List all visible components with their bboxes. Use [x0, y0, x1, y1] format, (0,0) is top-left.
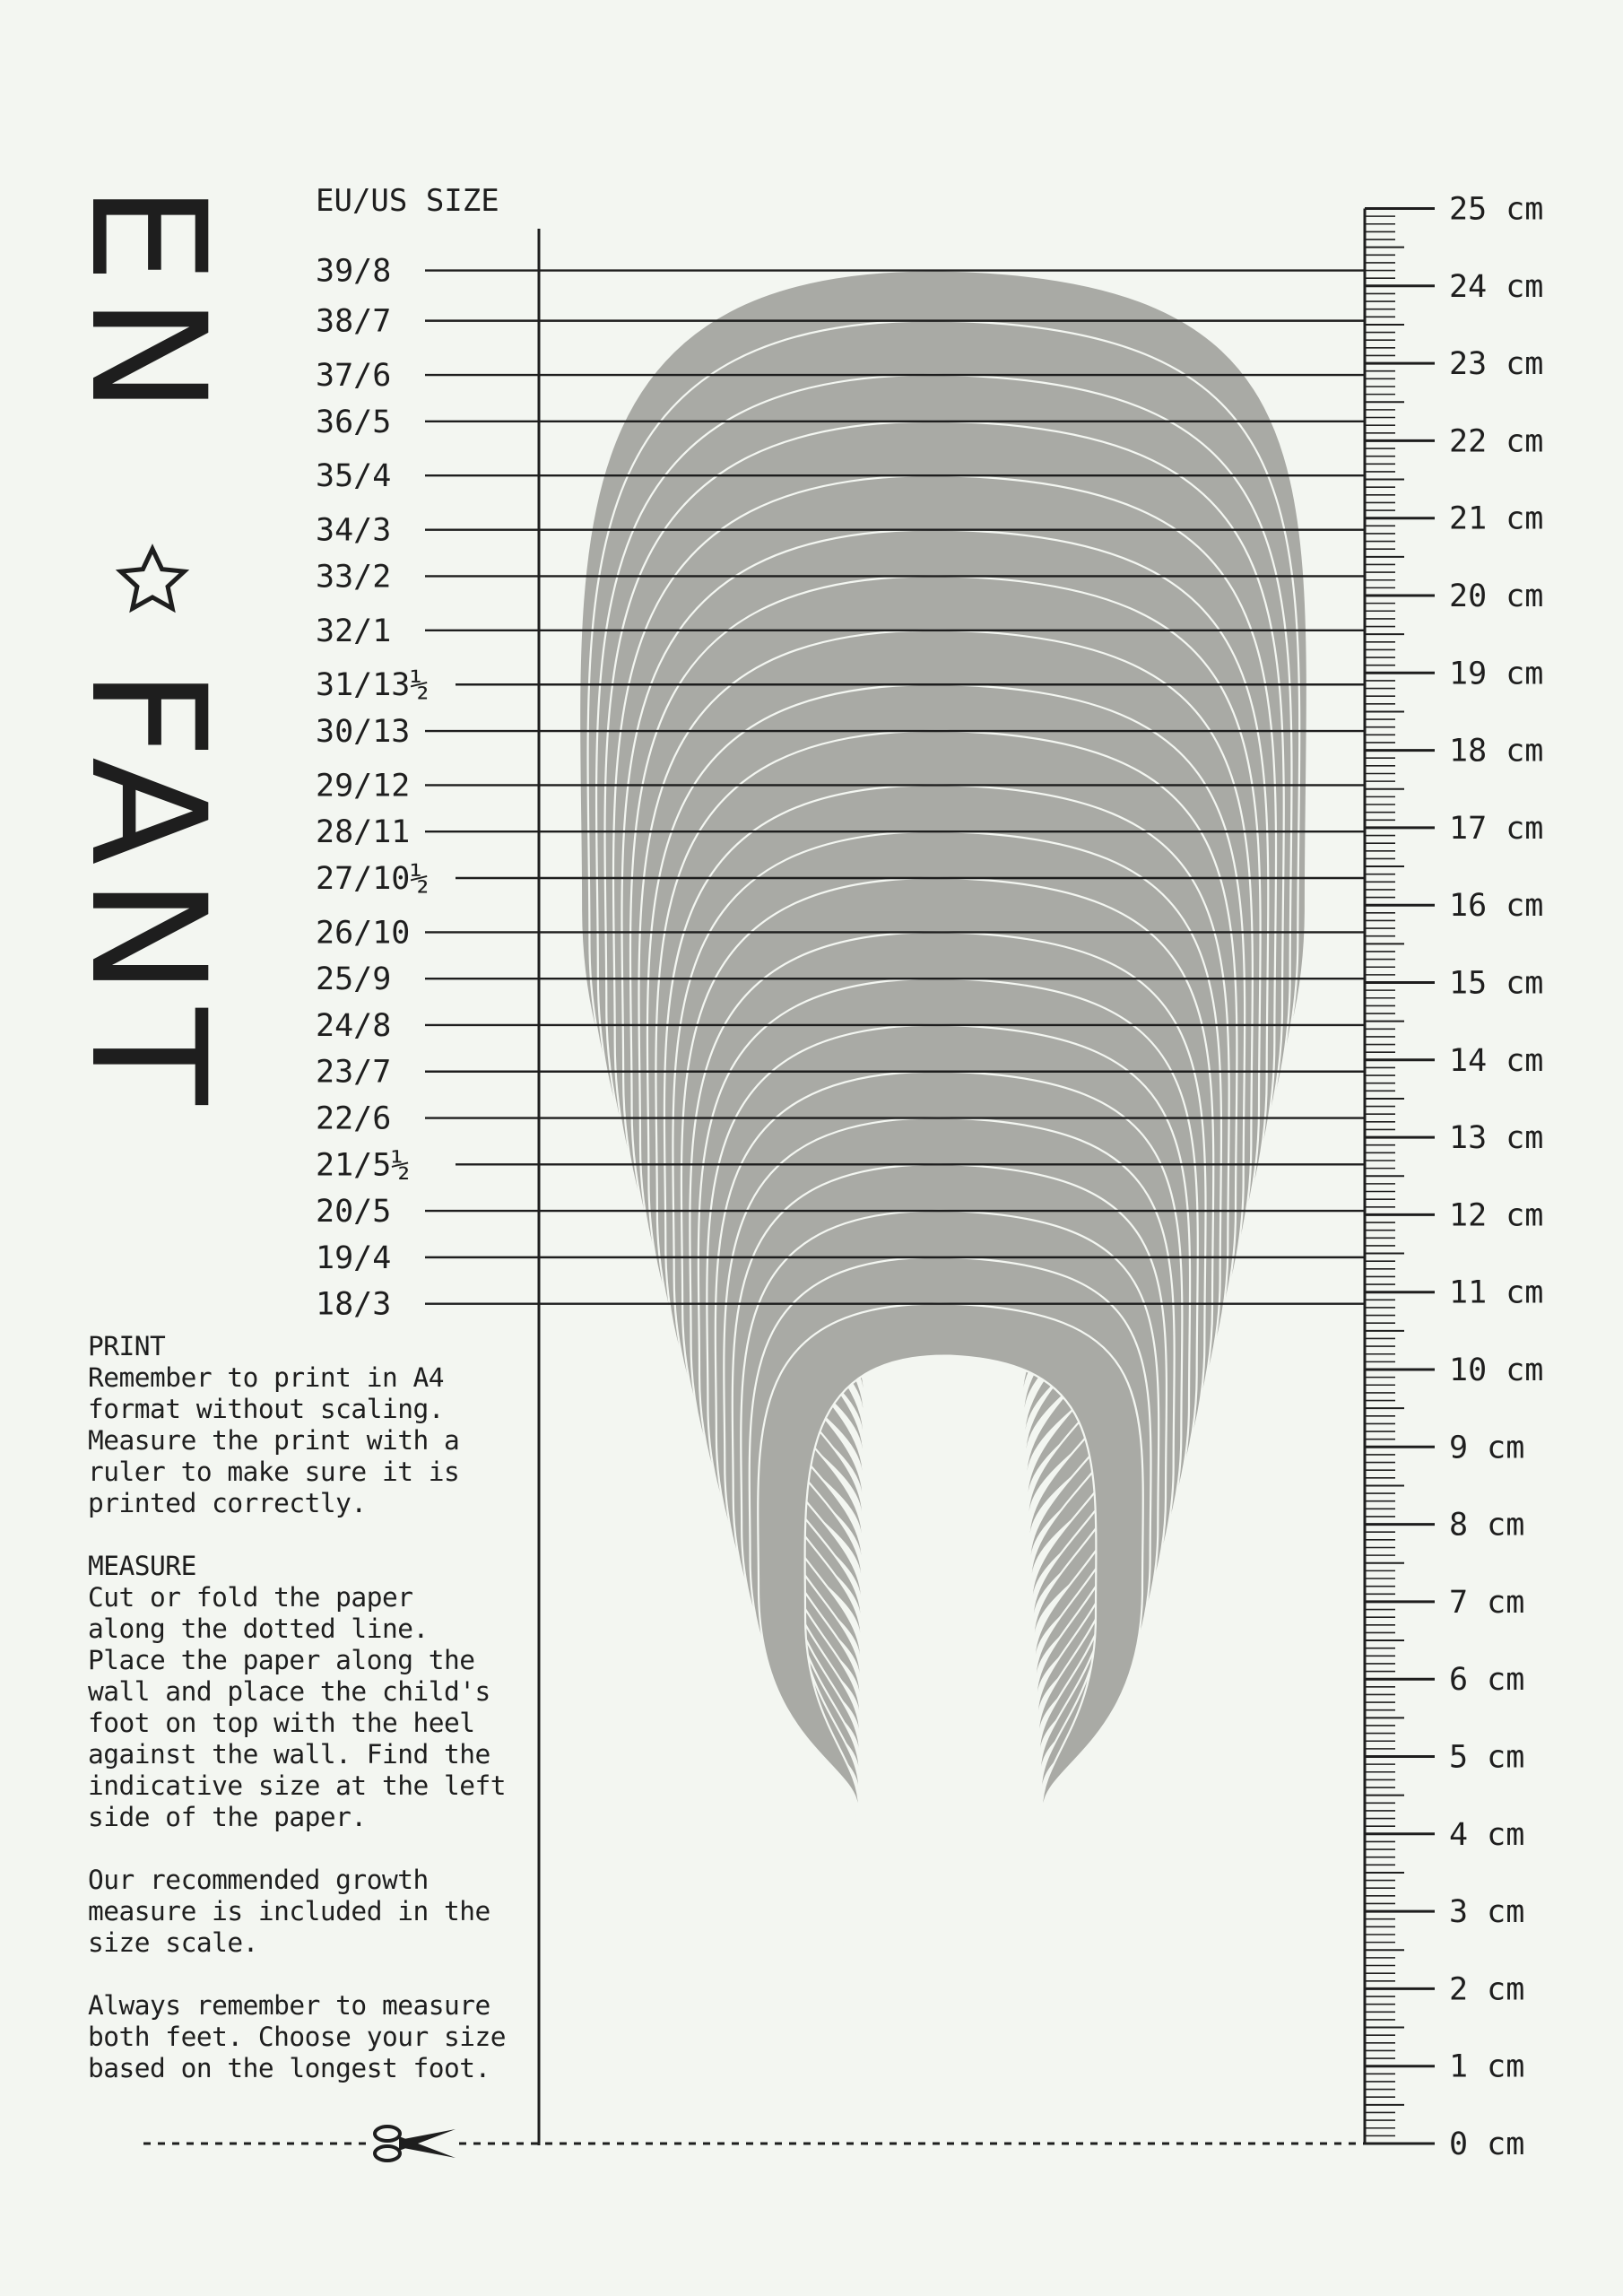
- star-outline-icon: [121, 549, 185, 608]
- ruler-label: 6 cm: [1449, 1662, 1525, 1699]
- ruler-label: 11 cm: [1449, 1274, 1544, 1311]
- ruler-label: 1 cm: [1449, 2048, 1525, 2085]
- ruler-label: 16 cm: [1449, 888, 1544, 925]
- measure-text: Cut or fold the paper along the dotted line. Place the paper along the wall and place the child's foot on top with the heel against the wall. Find the indicative size at the left side of the paper.: [88, 1582, 507, 1832]
- ruler-label: 17 cm: [1449, 810, 1544, 847]
- size-label: 20/5: [316, 1194, 392, 1231]
- print-text: Remember to print in A4 format without scaling. Measure the print with a ruler to make sure it is printed correctly.: [88, 1362, 460, 1518]
- ruler-label: 7 cm: [1449, 1584, 1525, 1621]
- measure-heading: MEASURE: [88, 1551, 196, 1581]
- size-label: 29/12: [316, 768, 411, 804]
- ruler-label: 19 cm: [1449, 656, 1544, 692]
- size-label: 37/6: [316, 358, 392, 395]
- ruler-label: 3 cm: [1449, 1894, 1525, 1931]
- size-label: 36/5: [316, 404, 392, 440]
- ruler-label: 9 cm: [1449, 1430, 1525, 1466]
- ruler-label: 5 cm: [1449, 1739, 1525, 1776]
- brand-logo: [56, 184, 239, 1118]
- ruler-label: 10 cm: [1449, 1352, 1544, 1388]
- brand-text-en: EN: [56, 184, 239, 427]
- size-label: 26/10: [316, 915, 411, 952]
- feet-text: Always remember to measure both feet. Choose your size based on the longest foot.: [88, 1990, 507, 2083]
- scissors-icon[interactable]: [369, 2124, 459, 2163]
- size-label: 27/10½: [316, 860, 430, 897]
- size-label: 28/11: [316, 814, 411, 851]
- size-label: 32/1: [316, 613, 392, 649]
- ruler-label: 2 cm: [1449, 1971, 1525, 2008]
- ruler-label: 4 cm: [1449, 1816, 1525, 1853]
- ruler-label: 18 cm: [1449, 733, 1544, 770]
- size-label: 19/4: [316, 1239, 392, 1276]
- ruler-label: 13 cm: [1449, 1120, 1544, 1157]
- size-label: 25/9: [316, 961, 392, 998]
- print-heading: PRINT: [88, 1331, 166, 1361]
- size-label: 22/6: [316, 1100, 392, 1137]
- ruler-label: 14 cm: [1449, 1042, 1544, 1079]
- size-label: 34/3: [316, 512, 392, 549]
- ruler-label: 24 cm: [1449, 268, 1544, 305]
- size-label: 18/3: [316, 1286, 392, 1323]
- ruler-label: 20 cm: [1449, 578, 1544, 614]
- foot-outline: [758, 1303, 1143, 2145]
- size-label: 33/2: [316, 559, 392, 596]
- size-label: 35/4: [316, 458, 392, 495]
- ruler-label: 25 cm: [1449, 191, 1544, 228]
- foot-outlines: [579, 270, 1307, 2145]
- brand-text-fant: FANT: [56, 668, 239, 1118]
- size-label: 38/7: [316, 303, 392, 340]
- ruler-label: 21 cm: [1449, 500, 1544, 537]
- growth-text: Our recommended growth measure is included in the size scale.: [88, 1865, 490, 1958]
- size-label: 24/8: [316, 1007, 392, 1044]
- ruler-label: 22 cm: [1449, 423, 1544, 460]
- size-label: 31/13½: [316, 667, 430, 704]
- size-label: 39/8: [316, 253, 392, 290]
- size-label: 30/13: [316, 714, 411, 751]
- instructions-block: [88, 1331, 554, 2084]
- size-label: 23/7: [316, 1054, 392, 1091]
- ruler-label: 0 cm: [1449, 2126, 1525, 2162]
- size-column-header: EU/US SIZE: [316, 183, 499, 219]
- cm-ruler: [1365, 192, 1543, 2163]
- ruler-label: 8 cm: [1449, 1507, 1525, 1544]
- size-label: 21/5½: [316, 1147, 411, 1184]
- ruler-label: 23 cm: [1449, 346, 1544, 383]
- ruler-label: 15 cm: [1449, 965, 1544, 1002]
- ruler-label: 12 cm: [1449, 1197, 1544, 1234]
